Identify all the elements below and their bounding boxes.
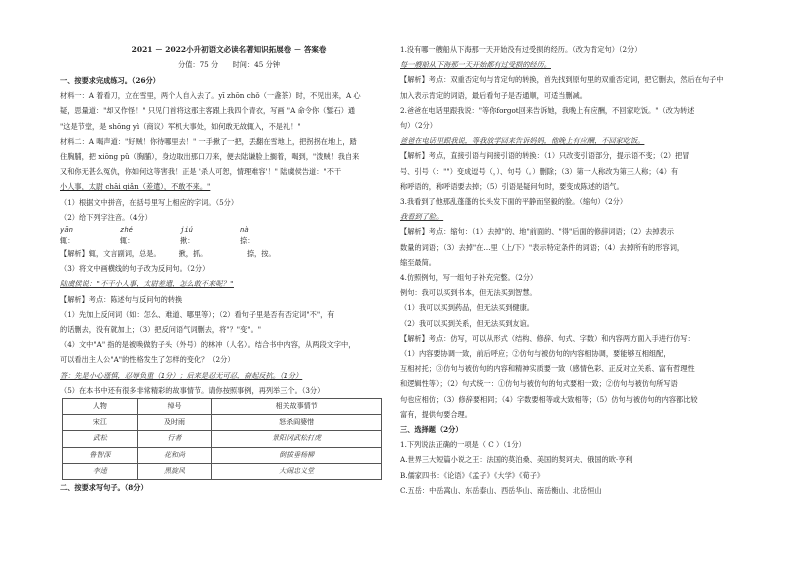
- analysis: 【解析】考点：仿写，可以从形式（结构、修辞、句式、字数）和内容两方面入手进行仿写：: [400, 333, 695, 343]
- document-title: 2021 － 2022小升初语文必读名著知识拓展卷 － 答案卷: [131, 45, 327, 54]
- section-heading: 三、选择题（2分）: [400, 425, 463, 435]
- left-column: [60, 73, 398, 495]
- question: （2）给下列字注音。（4分）: [60, 212, 152, 222]
- analysis: 缩至最简。: [400, 257, 436, 267]
- option-b: B.儒家四书：《论语》《孟子》《大学》《荀子》: [400, 470, 545, 480]
- question: 可以看出主人公"A"的性格发生了怎样的变化？（2分）: [60, 355, 235, 365]
- analysis: 富有，提供句要合理。: [400, 409, 472, 419]
- analysis: 加入表示肯定的词语，最后看句子是否通顺，可适当删减。: [400, 90, 587, 100]
- analysis: 【解析】考点：双重否定句与肯定句的转换，首先找到原句里的双重否定词，把它删去，然后在句子中: [400, 75, 724, 85]
- table-cell: 鲁智深: [63, 447, 138, 463]
- analysis: 称呼语的，称呼语要去掉；（5）引语是疑问句时，要变成陈述的语气。: [400, 181, 624, 191]
- table-header: 绰号: [137, 399, 212, 415]
- pinyin-answers: yān zhé jiú nà: [60, 225, 249, 235]
- analysis: 的话删去，没有就加上；（3）把反问语气词删去，将"？"变"。": [60, 325, 262, 335]
- question: 1.没有哪一艘船从下海那一天开始没有过受损的经历。（改为肯定句）（2分）: [400, 45, 642, 54]
- table-cell: 黑旋风: [137, 463, 212, 479]
- passage-line: 小人事，太尉 chāi qiǎn（差遣），不敢不来。": [60, 182, 211, 192]
- table-row: [63, 463, 382, 479]
- table-cell: 武松: [63, 431, 138, 447]
- question: 4.仿照例句，写一组句子补充完整。（2分）: [400, 273, 538, 283]
- table-header: 相关故事情节: [212, 399, 382, 415]
- analysis: 号、引号（：""）变成逗号（，）、句号（。）删除；（3）第一人称改为第三人称；（4）有: [400, 166, 679, 176]
- table-row: [63, 415, 382, 431]
- analysis: 【解析】考点：缩句：（1）去掉"的、地"前面的、"得"后面的修辞词语；（2）去掉表示: [400, 227, 674, 237]
- score-line: 分值：75 分 时间：45 分钟: [178, 60, 280, 69]
- passage-line: 住胸脯，把 xiōng pǔ（胸脯），身边取出那口刀来，便去陆谦脸上搁着，喝到，"泼贼！我自来: [60, 152, 360, 162]
- story-table: [62, 398, 382, 480]
- analysis: 数量的词语；（3）去掉"在…里（上/下）"表示特定条件的词语；（4）去掉所有的形容词，: [400, 242, 685, 252]
- passage-line: 材料一：A 着看刀，立在雪里，两个人自入去了。yī zhōn chǒ（一盏茶）时，不见出来，A 心: [60, 91, 361, 101]
- section-heading: 二、按要求写句子。（8分）: [60, 483, 148, 493]
- analysis: 【解析】考点：陈述句与反问句的转换: [60, 294, 183, 304]
- question: 2.爸爸在电话里跟我说："等你forgot回来告诉她，我晚上有应酬，不回家吃饭。"（改为转述: [400, 105, 695, 115]
- table-cell: 及时雨: [137, 415, 212, 431]
- question: （4）文中"A" 指的是被唤做豹子头（外号）的林冲（人名）。结合书中内容，从两段文字中，: [60, 340, 356, 350]
- answer: （1）我可以买到药品，但无法买到健康。: [400, 303, 534, 313]
- char-line: 辄： 辄： 揪： 捺：: [60, 236, 255, 246]
- analysis: 【解析】考点，直接引语与间接引语的转换：（1）只改变引语部分，提示语不变；（2）把冒: [400, 151, 690, 161]
- analysis: （1）先加上反问词（如：怎么、难道、哪里等）；（2）看句子里是否有否定词"不"，有: [60, 309, 335, 319]
- table-cell: 大闹忠义堂: [212, 463, 382, 479]
- table-cell: 景阳冈武松打虎: [212, 431, 382, 447]
- example-sentence: 例句：我可以买到书本，但无法买到智慧。: [400, 288, 537, 298]
- passage-line: 材料二：A 喝声道："好贼！你待哪里去！" 一手揪了一把，丢翻在雪地上，把拐拐在地上，踏: [60, 136, 357, 146]
- passage-line: 疑，思量道："却又作怪！" 只见门首将这那主客跟上我四个青衣，写画 "A 命令你（錾石）通: [60, 106, 356, 116]
- analysis: 句也应相仿；（3）修辞要相同；（4）字数要相等或大致相等；（5）仿句与被仿句的内容都比较: [400, 394, 698, 404]
- option-a: A.世界三大短篇小说之王：法国的莫泊桑、美国的契诃夫、俄国的欧·亨利: [400, 455, 633, 465]
- table-cell: 花和尚: [137, 447, 212, 463]
- table-cell: 倒拔垂杨柳: [212, 447, 382, 463]
- answer: （2）我可以买到关系，但无法买到友谊。: [400, 318, 534, 328]
- table-cell: 行者: [137, 431, 212, 447]
- question: （1）根据文中拼音，在括号里写上相应的字词。（5分）: [60, 197, 239, 207]
- analysis: （1）内容要协调一致，前后呼应；②仿句与被仿句的内容相协调，要能够互相组配，: [400, 349, 671, 359]
- question: 句）（2分）: [400, 121, 437, 131]
- answer: 每一艘船从下海那一天开始都有过受损的经历。: [400, 60, 551, 70]
- table-cell: 李逵: [63, 463, 138, 479]
- analysis: 【解析】辄，文言副词，总是。 揪，抓。 捺，按。: [60, 249, 276, 259]
- table-header-row: [63, 399, 382, 415]
- answer: 爸爸在电话里跟我说，等我放学回来告诉妈妈，他晚上有应酬，不回家吃饭。: [400, 136, 645, 146]
- question: 3.我看到了他那乱蓬蓬的长头发下面的平静而坚毅的脸。（缩句）（2分）: [400, 197, 628, 207]
- table-cell: 宋江: [63, 415, 138, 431]
- question: 1.下列说法正确的一项是（ C ）（1分）: [400, 440, 526, 450]
- answer: 答：先是小心谨慎，忍辱负重（1分）；后来是忍无可忍，奋起反抗。（1分）: [60, 370, 303, 380]
- question: （5）在本书中还有很多非常精彩的故事情节。请你按照事例，再列举三个。（3分）: [60, 385, 325, 395]
- answer: 陆虞侯说："不干小人事，太尉差遣，怎么敢不来呢？": [60, 279, 234, 289]
- table-row: [63, 431, 382, 447]
- option-c: C.五岳：中岳嵩山、东岳泰山、西岳华山、南岳衡山、北岳恒山: [400, 485, 602, 495]
- table-header: 人物: [63, 399, 138, 415]
- passage-line: 又和你无甚么冤仇，你如何这等害我！正是 '杀人可恕，情理难容'！" 陆虞侯告道："不干: [60, 167, 342, 177]
- answer: 我看到了脸。: [400, 212, 444, 222]
- section-heading: 一、按要求完成练习。（26分）: [60, 76, 160, 85]
- right-column: [400, 42, 736, 498]
- table-cell: 怒杀阎婆惜: [212, 415, 382, 431]
- passage-line: "这是节堂，是 shōng yì（商议）军机大事处，如何敢无故辄入，不是礼！": [60, 121, 301, 131]
- analysis: 和逻辑性等）；（2）句式统一：①仿句与被仿句的句式要相一致；②仿句与被仿句所写语: [400, 379, 678, 389]
- question: （3）将文中画横线的句子改为反问句。（2分）: [60, 264, 210, 274]
- analysis: 互相衬托；③仿句与被仿句的内容和精神实质要一致（感情色彩、正反对立关系、富有哲理性: [400, 364, 695, 374]
- table-row: [63, 447, 382, 463]
